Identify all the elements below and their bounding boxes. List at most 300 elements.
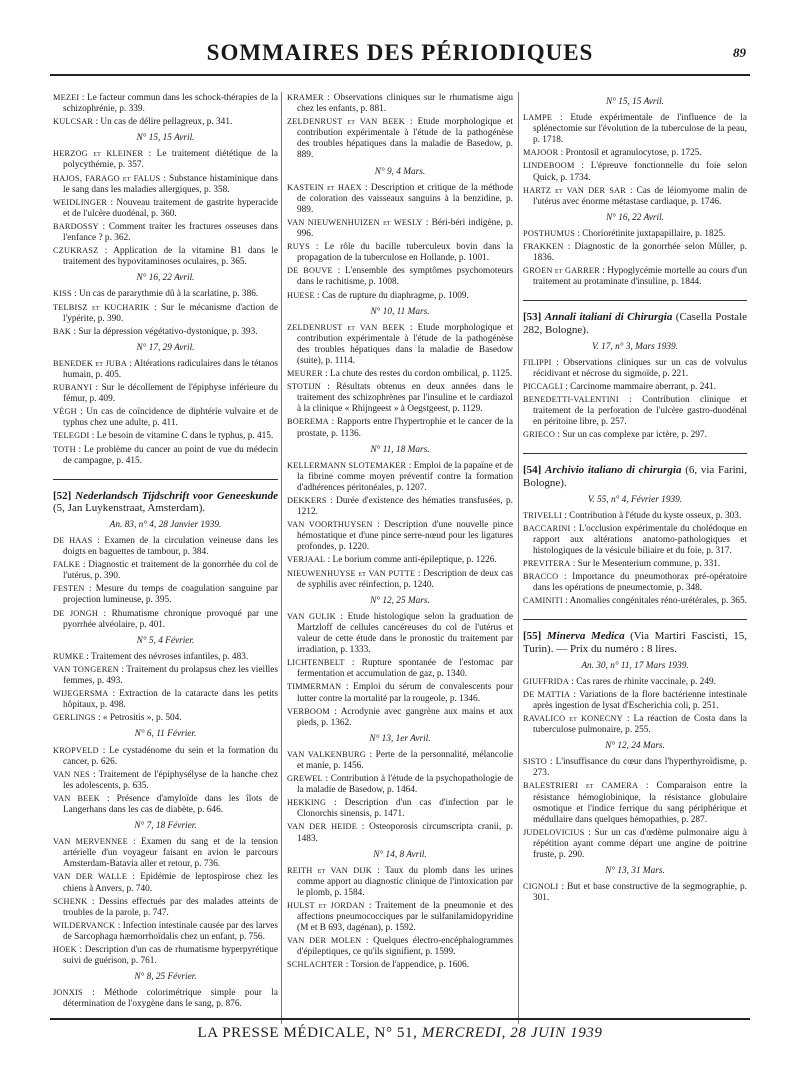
article-author: KASTEIN et HAEX bbox=[287, 182, 362, 192]
article-title: : Description de deux cas de syphilis avec réinfection, p. 1240. bbox=[297, 568, 513, 590]
article-title: : Durée d'existence des hématies transfusées, p. 1212. bbox=[297, 496, 513, 518]
article-author: BALESTRIERI et CAMERA bbox=[523, 781, 639, 791]
article-title: : Cas rares de rhinite vaccinale, p. 249. bbox=[569, 676, 716, 687]
issue-heading: N° 15, 15 Avril. bbox=[136, 133, 195, 144]
article-title: : La chute des restes du cordon ombilical, p. 1125. bbox=[322, 369, 513, 380]
journal-address: (6, via Farini, Bologne). bbox=[523, 464, 747, 489]
article-entry bbox=[523, 160, 747, 183]
journal-address: (Via Martiri Fascisti, 15, Turin). — Prix du numéro : 8 lires. bbox=[523, 630, 747, 655]
article-author: RAVALICO et KONECNY bbox=[523, 713, 623, 723]
issue-heading: N° 17, 29 Avril. bbox=[136, 342, 195, 353]
article-entry bbox=[287, 749, 513, 772]
article-author: TOTH bbox=[53, 444, 76, 454]
article-entry bbox=[53, 712, 278, 724]
article-title: : Sur un cas d'œdème pulmonaire aigu à répétition ayant comme départ une angine de poitrine fruste, p. 290. bbox=[533, 827, 747, 860]
journal-number: [52] bbox=[53, 489, 72, 502]
article-title: : Un cas de coïncidence de diphtérie vulvaire et de typhus chez une adulte, p. 411. bbox=[63, 407, 278, 429]
article-author: ZELDENRUST et VAN BEEK bbox=[287, 322, 405, 332]
article-entry bbox=[53, 302, 278, 325]
article-title: : Comparaison entre la résistance hémoglobinique, la résistance globulaire osmotique et l'indice ferrique du sang périphérique et médullaire dans quelques hémopathies, p. 287. bbox=[533, 781, 747, 825]
article-title: : Anomalies congénitales réno-urétérales, p. 365. bbox=[562, 596, 747, 607]
article-author: FALKE bbox=[53, 560, 81, 570]
issue-heading: N° 13, 1er Avril. bbox=[369, 733, 431, 744]
article-entry bbox=[287, 821, 513, 844]
column-1 bbox=[53, 92, 278, 1020]
journal-name: Minerva Medica bbox=[546, 630, 625, 643]
article-entry bbox=[523, 429, 747, 441]
article-entry bbox=[53, 871, 278, 894]
article-author: DE JONGH bbox=[53, 608, 99, 618]
article-entry bbox=[523, 571, 747, 594]
article-author: BENEDETTI-VALENTINI bbox=[523, 394, 619, 404]
article-author: BRACCO bbox=[523, 572, 559, 582]
article-title: : Un cas de pararythmie dû à la scarlatine, p. 386. bbox=[71, 289, 259, 300]
article-title: : Le rôle du bacille tuberculeux bovin dans la propagation de la tuberculose en Hollande, p. 1001. bbox=[297, 242, 513, 264]
article-title: : Carcinome mammaire aberrant, p. 241. bbox=[562, 381, 716, 392]
article-entry bbox=[523, 689, 747, 712]
footer-date: MERCREDI, 28 JUIN 1939 bbox=[421, 1025, 603, 1041]
article-title: : Altérations radiculaires dans le tétanos humain, p. 405. bbox=[63, 358, 278, 380]
journal-heading bbox=[523, 630, 747, 655]
article-author: HAJOS, FARAGO et FALUS bbox=[53, 173, 161, 183]
page-number: 89 bbox=[733, 45, 746, 60]
article-author: HARTZ et VAN DER SAR bbox=[523, 185, 626, 195]
article-entry bbox=[53, 358, 278, 381]
article-author: BARDOSSY bbox=[53, 221, 99, 231]
article-author: TELEGDI bbox=[53, 431, 90, 441]
article-entry bbox=[53, 221, 278, 244]
article-title: : Contribution à l'étude de la psychopathologie de la maladie de Basedow, p. 1464. bbox=[297, 774, 513, 796]
article-title: : Traitement du prolapsus chez les vieilles femmes, p. 493. bbox=[63, 664, 278, 687]
article-author: VERJAAL bbox=[287, 555, 326, 565]
article-author: RUYS bbox=[287, 242, 310, 252]
article-title: : Sur un cas complexe par ictère, p. 297. bbox=[555, 430, 707, 441]
article-author: NIEUWENHUYSE et VAN PUTTE bbox=[287, 568, 416, 578]
journal-name: Nederlandsch Tijdschrift voor Geneeskunde bbox=[75, 489, 278, 502]
article-author: WIJEGERSMA bbox=[53, 689, 109, 699]
article-author: KRAMER bbox=[287, 93, 324, 102]
article-author: TIMMERMAN bbox=[287, 682, 342, 692]
article-author: JONXIS bbox=[53, 988, 83, 998]
article-entry bbox=[53, 288, 278, 300]
article-title: : L'épreuve fonctionnelle du foie selon Quick, p. 1734. bbox=[533, 161, 747, 183]
article-entry bbox=[523, 112, 747, 146]
article-entry bbox=[53, 245, 278, 268]
article-entry bbox=[53, 664, 278, 687]
article-entry bbox=[523, 595, 747, 607]
article-entry bbox=[523, 827, 747, 861]
article-author: KULCSAR bbox=[53, 117, 94, 127]
article-entry bbox=[287, 460, 513, 494]
article-entry bbox=[53, 836, 278, 870]
issue-heading: N° 6, 11 Février. bbox=[134, 729, 197, 740]
article-title: : Emploi de la papaïne et de la fibrine comme moyen préventif contre la formation d'adhérences péritonéales, p. 1207. bbox=[297, 460, 513, 493]
article-entry bbox=[53, 382, 278, 405]
journal-heading bbox=[523, 311, 747, 336]
issue-heading: N° 8, 25 Février. bbox=[134, 972, 197, 983]
article-title: : Choriorétinite juxtapapillaire, p. 1825. bbox=[575, 228, 726, 239]
article-author: VAN DER HEIDE bbox=[287, 822, 358, 832]
article-author: RUMKE bbox=[53, 651, 84, 661]
article-title: : Un cas de délire pellagreux, p. 341. bbox=[93, 117, 233, 128]
journal-address: (Casella Postale 282, Bologne). bbox=[523, 311, 747, 336]
article-title: : Le facteur commun dans les schock-thérapies de la schizophrénie, p. 339. bbox=[63, 93, 278, 115]
article-author: TELBISZ et KUCHARIK bbox=[53, 302, 150, 312]
article-author: BENEDEK et JUBA bbox=[53, 358, 128, 368]
article-entry bbox=[287, 900, 513, 934]
issue-heading: N° 12, 25 Mars. bbox=[370, 595, 430, 606]
article-author: PREVITERA bbox=[523, 559, 571, 568]
article-entry bbox=[523, 558, 747, 570]
article-title: : Contribution clinique et traitement de la perforation de l'ulcère gastro-duodénal en péritoine libre, p. 257. bbox=[533, 394, 747, 428]
article-entry bbox=[287, 554, 513, 566]
article-entry bbox=[523, 228, 747, 240]
article-title: : Examen de la circulation veineuse dans les doigts en baguettes de tambour, p. 384. bbox=[63, 536, 278, 558]
page-header bbox=[50, 28, 750, 76]
article-title: : Cas de rupture du diaphragme, p. 1009. bbox=[314, 290, 469, 301]
article-author: HERZOG et KLEINER bbox=[53, 149, 144, 159]
article-title: : Cas de léiomyome malin de l'utérus avec énorme métastase cardiaque, p. 1746. bbox=[533, 185, 747, 207]
article-entry bbox=[523, 241, 747, 264]
article-entry bbox=[53, 651, 278, 663]
article-entry bbox=[287, 116, 513, 161]
article-title: : Traitement de l'épiphysélyse de la hanche chez les adolescents, p. 635. bbox=[63, 769, 278, 791]
article-entry bbox=[287, 241, 513, 264]
article-entry bbox=[523, 676, 747, 688]
article-entry bbox=[287, 681, 513, 704]
issue-heading: V. 55, n° 4, Février 1939. bbox=[587, 494, 683, 505]
article-title: : Observations cliniques sur un cas de volvulus récidivant et nécrose du sigmoïde, p. 221. bbox=[533, 357, 747, 379]
column-2 bbox=[287, 92, 513, 1020]
article-author: BACCARINI bbox=[523, 523, 571, 533]
article-author: REITH et VAN DIJK bbox=[287, 865, 372, 875]
issue-heading: N° 14, 8 Avril. bbox=[373, 849, 427, 860]
article-entry bbox=[53, 769, 278, 792]
article-title: : Osteoporosis circumscripta cranii, p. 1483. bbox=[297, 822, 513, 844]
article-entry bbox=[523, 780, 747, 825]
article-title: : Le cystadénome du sein et la formation du cancer, p. 626. bbox=[63, 745, 278, 767]
issue-heading: An. 83, n° 4, 28 Janvier 1939. bbox=[109, 519, 222, 530]
article-entry bbox=[287, 182, 513, 216]
issue-heading: V. 17, n° 3, Mars 1939. bbox=[592, 341, 678, 352]
article-title: : Perte de la personnalité, mélancolie et manie, p. 1456. bbox=[297, 749, 513, 771]
footer-line bbox=[50, 1025, 750, 1042]
article-title: : Sur le mécanisme d'action de l'ypérite, p. 390. bbox=[63, 302, 278, 324]
article-title: : Résultats obtenus en deux années dans le traitement des schizophrènes par l'insuline et le cardiazol à la clinique « Rhijngeest » à Oegstgeest, p. 1129. bbox=[297, 382, 513, 415]
article-author: VAN MERVENNEE bbox=[53, 837, 128, 847]
article-title: : Le borium comme anti-épileptique, p. 1226. bbox=[325, 555, 497, 566]
article-entry bbox=[287, 92, 513, 115]
journal-heading bbox=[53, 490, 278, 515]
page-footer bbox=[50, 1018, 750, 1048]
article-entry bbox=[287, 865, 513, 899]
issue-heading: N° 16, 22 Avril. bbox=[136, 273, 195, 284]
article-entry bbox=[287, 797, 513, 820]
article-entry bbox=[53, 896, 278, 919]
article-entry bbox=[287, 416, 513, 439]
issue-heading: An. 30, n° 11, 17 Mars 1939. bbox=[581, 660, 689, 671]
article-title: : Sur la dépression végétativo-dystonique, p. 393. bbox=[71, 326, 258, 337]
article-entry bbox=[287, 322, 513, 367]
article-author: LINDEBOOM bbox=[523, 161, 575, 171]
article-author: SISTO bbox=[523, 757, 547, 767]
article-entry bbox=[523, 357, 747, 380]
article-entry bbox=[53, 559, 278, 582]
article-title: : Substance histaminique dans le sang dans les maladies allergiques, p. 358. bbox=[63, 173, 278, 195]
article-author: DE HAAS bbox=[53, 536, 93, 545]
article-author: ZELDENRUST et VAN BEEK bbox=[287, 117, 405, 127]
article-title: : Béri-béri indigène, p. 996. bbox=[297, 217, 513, 240]
article-title: : Description d'un cas d'infection par le Clonorchis sinensis, p. 1471. bbox=[297, 798, 513, 820]
issue-heading: N° 15, 15 Avril. bbox=[605, 97, 665, 107]
article-entry bbox=[53, 920, 278, 943]
article-entry bbox=[523, 881, 747, 904]
article-title: : Quelques électro-encéphalogrammes d'épileptiques, ce qu'ils signifient, p. 1599. bbox=[297, 936, 513, 958]
article-entry bbox=[53, 406, 278, 429]
article-entry bbox=[523, 510, 747, 522]
article-title: : Le besoin de vitamine C dans le typhus, p. 415. bbox=[89, 431, 274, 442]
article-author: FESTEN bbox=[53, 584, 85, 594]
article-title: : L'insuffisance du cœur dans l'hyperthyroïdisme, p. 273. bbox=[533, 757, 747, 779]
article-title: : Description d'un cas de rhumatisme hyperpyrétique suivi de guérison, p. 761. bbox=[63, 945, 278, 967]
issue-heading: N° 10, 11 Mars. bbox=[370, 306, 430, 317]
article-title: : Diagnostic et traitement de la gonorrhée du col de l'utérus, p. 390. bbox=[63, 560, 278, 582]
article-title: : Mesure du temps de coagulation sanguine par projection lumineuse, p. 395. bbox=[63, 584, 278, 606]
article-title: : L'ensemble des symptômes psychomoteurs dans le rachitisme, p. 1008. bbox=[297, 266, 513, 288]
article-title: : Torsion de l'appendice, p. 1606. bbox=[343, 960, 469, 971]
article-title: : Etude histologique selon la graduation de Martzloff de cellules cancéreuses du col de l'utérus et valeur de cette étude dans le pronostic du traitement par irradiation, p. 1333. bbox=[297, 611, 513, 656]
article-title: : Sur le Mesenterium commune, p. 331. bbox=[570, 559, 721, 569]
article-entry bbox=[287, 381, 513, 415]
article-entry bbox=[53, 326, 278, 338]
article-author: SCHENK bbox=[53, 896, 88, 906]
article-author: HUESE bbox=[287, 290, 315, 300]
article-entry bbox=[523, 713, 747, 736]
section-separator bbox=[523, 453, 747, 454]
article-entry bbox=[53, 608, 278, 631]
article-entry bbox=[53, 173, 278, 196]
article-author: KISS bbox=[53, 289, 72, 299]
issue-heading: N° 5, 4 Février. bbox=[136, 635, 195, 646]
article-title: : Application de la vitamine B1 dans le traitement des hypovitaminoses oculaires, p. 365. bbox=[63, 246, 278, 268]
article-title: : « Petrositis », p. 504. bbox=[95, 713, 182, 724]
article-entry bbox=[53, 944, 278, 967]
article-title: : Variations de la flore bactérienne intestinale après ingestion de lysat d'Escherichia coli, p. 251. bbox=[533, 689, 747, 711]
article-title: : Prontosil et agranulocytose, p. 1725. bbox=[558, 148, 702, 159]
article-title: : Présence d'amyloïde dans les îlots de Langerhans dans les cas de diabète, p. 646. bbox=[63, 793, 278, 815]
article-entry bbox=[287, 217, 513, 240]
article-title: : Etude morphologique et contribution expérimentale à l'étude de la pathogénèse des troubles hépatiques dans la maladie de Basedow, p. 889. bbox=[297, 117, 513, 161]
article-title: : Emploi du sérum de convalescents pour lutter contre la mortalité par la rougeole, p. 1346. bbox=[297, 682, 513, 704]
article-author: RUBANYI bbox=[53, 383, 93, 393]
article-entry bbox=[523, 756, 747, 779]
issue-heading: N° 11, 18 Mars. bbox=[370, 444, 430, 455]
article-author: MEZEI bbox=[53, 93, 80, 102]
article-author: TRIVELLI bbox=[523, 510, 562, 520]
article-entry bbox=[53, 688, 278, 711]
article-author: VAN BEEK bbox=[53, 793, 100, 803]
article-entry bbox=[523, 381, 747, 393]
article-entry bbox=[53, 745, 278, 768]
article-author: FILIPPI bbox=[523, 357, 552, 367]
article-entry bbox=[287, 495, 513, 518]
article-title: : Acrodynie avec gangrène aux mains et aux pieds, p. 1362. bbox=[297, 706, 513, 728]
article-entry bbox=[53, 535, 278, 558]
article-entry bbox=[53, 583, 278, 606]
article-title: : Importance du pneumothorax pré-opératoire dans les opérations de pneumectomie, p. 348. bbox=[533, 572, 747, 594]
article-author: HEKKING bbox=[287, 798, 327, 808]
article-author: WEIDLINGER bbox=[53, 197, 108, 207]
article-entry bbox=[523, 147, 747, 159]
article-title: : Traitement des névroses infantiles, p. 483. bbox=[83, 651, 249, 662]
issue-heading: N° 16, 22 Avril. bbox=[605, 212, 665, 223]
article-entry bbox=[53, 430, 278, 442]
article-author: DE BOUVE bbox=[287, 266, 333, 276]
issue-heading: N° 9, 4 Mars. bbox=[374, 166, 426, 177]
article-author: GIUFFRIDA bbox=[523, 676, 570, 686]
article-author: GREWEL bbox=[287, 774, 323, 784]
article-author: VAN NES bbox=[53, 769, 90, 779]
article-entry bbox=[287, 773, 513, 796]
article-title: : Le problème du cancer au point de vue du médecin de campagne, p. 415. bbox=[63, 444, 278, 466]
journal-number: [54] bbox=[523, 464, 542, 477]
article-author: GROEN et GARRER bbox=[523, 266, 600, 276]
section-separator bbox=[523, 300, 747, 301]
article-entry bbox=[287, 519, 513, 553]
article-author: VÉGH bbox=[53, 407, 77, 417]
article-title: : Contribution à l'étude du kyste osseux, p. 303. bbox=[561, 510, 742, 521]
footer-issue: N° 51, bbox=[374, 1025, 418, 1041]
article-entry bbox=[287, 368, 513, 380]
article-title: : Observations cliniques sur le rhumatisme aigu chez les enfants, p. 881. bbox=[297, 93, 513, 115]
article-author: WILDERVANCK bbox=[53, 920, 116, 930]
article-entry bbox=[523, 523, 747, 557]
article-author: SCHLACHTER bbox=[287, 960, 344, 970]
article-entry bbox=[287, 611, 513, 656]
article-title: : Méthode colorimétrique simple pour la détermination de l'oxygène dans le sang, p. 876. bbox=[63, 988, 278, 1010]
article-title: : Etude expérimentale de l'influence de la splénectomie sur l'évolution de la tuberculose de la peau, p. 1718. bbox=[533, 113, 747, 146]
article-title: : Hypoglycémie mortelle au cours d'un traitement au protaminate d'insuline, p. 1844. bbox=[533, 266, 747, 288]
article-title: : La réaction de Costa dans la tuberculose pulmonaire, p. 255. bbox=[533, 713, 747, 736]
journal-name: Annali italiani di Chirurgia bbox=[544, 311, 673, 324]
article-author: KROPVELD bbox=[53, 745, 99, 755]
article-entry bbox=[53, 987, 278, 1010]
article-title: : Sur le décollement de l'épiphyse inférieure du fémur, p. 409. bbox=[63, 383, 278, 405]
article-author: VAN GULIK bbox=[287, 611, 336, 621]
article-author: JUDELOVICIUS bbox=[523, 827, 585, 837]
article-entry bbox=[287, 657, 513, 680]
article-author: STOTIJN bbox=[287, 382, 321, 392]
article-entry bbox=[287, 265, 513, 288]
article-title: : Epidémie de leptospirose chez les chiens à Anvers, p. 740. bbox=[63, 872, 278, 894]
article-title: : Comment traiter les fractures osseuses dans l'enfance ? p. 362. bbox=[63, 221, 278, 244]
article-author: VAN NIEUWENHUIZEN et WESLY bbox=[287, 217, 423, 227]
article-title: : Dessins effectués par des malades atteints de troubles de la parole, p. 747. bbox=[63, 896, 278, 918]
article-author: FRAKKEN bbox=[523, 242, 564, 252]
article-title: : Traitement de la pneumonie et des affections pneumococciques par le sulfanilamidopyridine (M et B 693, dagénan), p. 1592. bbox=[297, 901, 513, 934]
page-title: SOMMAIRES DES PÉRIODIQUES bbox=[206, 40, 594, 65]
article-entry bbox=[287, 959, 513, 971]
article-title: : Rhumatisme chronique provoqué par une pyorrhée alvéolaire, p. 401. bbox=[63, 608, 278, 630]
article-author: CZUKRASZ bbox=[53, 246, 99, 256]
article-author: HOEK bbox=[53, 945, 77, 954]
issue-heading: N° 13, 31 Mars. bbox=[605, 866, 665, 877]
article-entry bbox=[53, 444, 278, 467]
article-author: GERLINGS bbox=[53, 713, 96, 723]
article-title: : Le traitement diététique de la polycythémie, p. 357. bbox=[63, 149, 278, 171]
article-author: KELLERMANN SLOTEMAKER bbox=[287, 460, 407, 470]
article-title: : Etude morphologique et contribution expérimentale à l'étude de la pathogénèse des troubles hépatiques dans la maladie de Basedow (suite), p. 1114. bbox=[297, 322, 513, 366]
article-title: : Extraction de la cataracte dans les petits hôpitaux, p. 498. bbox=[63, 689, 278, 711]
journal-heading bbox=[523, 464, 747, 489]
article-title: : Examen du sang et de la tension artérielle d'un voyageur faisant en avion le parcours Amsterdam-Batavia aller et retour, p. 736. bbox=[63, 837, 278, 870]
article-entry bbox=[53, 197, 278, 220]
columns bbox=[53, 92, 747, 1020]
article-author: BAK bbox=[53, 326, 72, 336]
section-separator bbox=[53, 479, 278, 480]
article-entry bbox=[53, 148, 278, 171]
journal-address: (5, Jan Luykenstraat, Amsterdam). bbox=[53, 502, 206, 515]
article-title: : Description et critique de la méthode de coloration des vaisseaux sanguins à la benzidine, p. 989. bbox=[297, 182, 513, 215]
article-author: LICHTENBELT bbox=[287, 658, 345, 668]
article-title: : Rapports entre l'hypertrophie et le cancer de la prostate, p. 1136. bbox=[297, 417, 513, 439]
article-author: HULST et JORDAN bbox=[287, 901, 365, 910]
article-author: GRIECO bbox=[523, 430, 556, 440]
article-author: VAN DER WALLE bbox=[53, 872, 128, 882]
article-author: DEKKERS bbox=[287, 496, 327, 505]
issue-heading: N° 7, 18 Février. bbox=[134, 821, 197, 832]
journal-number: [55] bbox=[523, 630, 542, 643]
article-entry bbox=[287, 290, 513, 302]
article-entry bbox=[53, 92, 278, 115]
article-entry bbox=[287, 568, 513, 591]
article-author: BOEREMA bbox=[287, 417, 329, 427]
article-author: PICCAGLI bbox=[523, 381, 563, 391]
article-author: VERBOOM bbox=[287, 706, 330, 716]
issue-heading: N° 12, 24 Mars. bbox=[605, 741, 665, 752]
footer-publication: LA PRESSE MÉDICALE, bbox=[197, 1025, 371, 1041]
article-title: : Rupture spontanée de l'estomac par fermentation et accumulation de gaz, p. 1340. bbox=[297, 658, 513, 680]
article-title: : Taux du plomb dans les urines comme apport au diagnostic clinique de l'intoxication par le plomb, p. 1584. bbox=[297, 865, 513, 898]
article-entry bbox=[287, 706, 513, 729]
article-author: MEURER bbox=[287, 369, 323, 379]
article-title: : But et base constructive de la segmographie, p. 301. bbox=[533, 882, 747, 904]
article-author: POSTHUMUS bbox=[523, 228, 576, 238]
article-entry bbox=[287, 935, 513, 958]
article-entry bbox=[53, 116, 278, 128]
article-entry bbox=[523, 185, 747, 208]
article-entry bbox=[523, 394, 747, 428]
section-separator bbox=[523, 619, 747, 620]
article-author: VAN TONGEREN bbox=[53, 664, 119, 674]
article-title: : Nouveau traitement de gastrite hyperacide et de l'ulcère duodénal, p. 360. bbox=[63, 197, 278, 219]
journal-number: [53] bbox=[523, 311, 542, 324]
article-author: CAMINITI bbox=[523, 596, 563, 606]
article-author: VAN VOORTHUYSEN bbox=[287, 520, 373, 530]
article-author: MAJOOR bbox=[523, 148, 559, 158]
article-title: : Description d'une nouvelle pince hémostatique et d'une pince serre-nœud pour les ligatures profondes, p. 1220. bbox=[297, 520, 513, 553]
journal-name: Archivio italiano di chirurgia bbox=[545, 464, 682, 477]
article-author: CIGNOLI bbox=[523, 882, 559, 892]
article-title: : Infection intestinale causée par des larves de Sarcophaga hæmorrhoïdalis chez un enfant, p. 756. bbox=[63, 920, 278, 942]
article-author: DE MATTIA bbox=[523, 689, 571, 699]
article-entry bbox=[523, 265, 747, 288]
article-author: VAN VALKENBURG bbox=[287, 749, 366, 759]
article-author: VAN DER MOLEN bbox=[287, 936, 362, 946]
article-entry bbox=[53, 793, 278, 816]
article-title: : L'occlusion expérimentale du cholédoque en rapport aux altérations anatomo-pathologiques et histologiques de la vésicule biliaire et du foie, p. 317. bbox=[533, 523, 747, 556]
article-title: : Diagnostic de la gonorrhée selon Müller, p. 1836. bbox=[533, 242, 747, 264]
